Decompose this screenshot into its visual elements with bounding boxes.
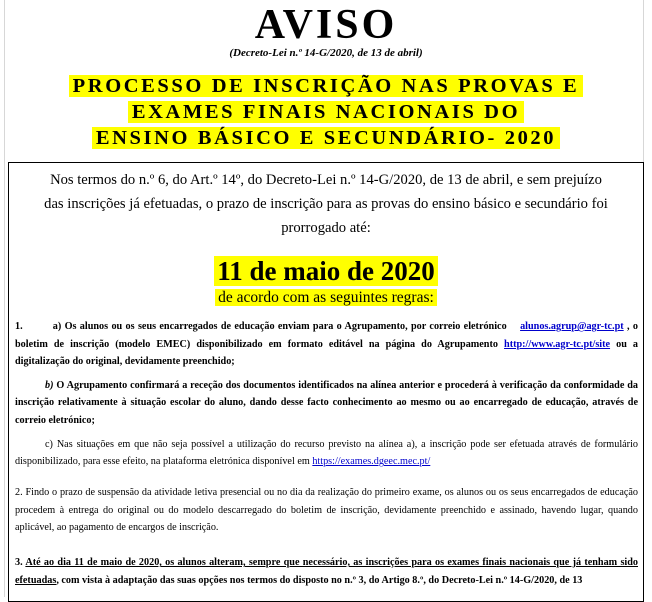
intro-line: prorrogado até: [281,220,371,236]
section-1-number: 1. [15,321,23,332]
section-2 [15,484,638,537]
section-3-underlined: Até ao dia 11 de maio de 2020, os alunos alteram, sempre que necessário, as inscrições para os exames finais nacionais que já tenham sido efetuadas [15,557,638,586]
section-2-text: 2. Findo o prazo de suspensão da atividade letiva presencial ou no dia da realização do primeiro exame, os alunos ou os seus encarregados de educação procedem à entrega do original ou do modelo descarregado do boletim de inscrição, devidamente preenchido e assinado, havendo lugar, quando aplicável, ao pagamento de encargos de inscrição. [15,487,638,534]
section-1-b-label: b) [45,379,54,391]
site-link[interactable]: http://www.agr-tc.pt/site [504,338,611,350]
section-3-number: 3. [15,557,23,568]
section-1-a-text-3: ou a digitalização do original, devidamente preenchido; [15,338,639,368]
section-1-a-text-2: , o boletim de inscrição (modelo EMEC) disponibilizado em formato editável na página do Agrupamento [15,321,639,350]
heading-line-1: PROCESSO DE INSCRIÇÃO NAS PROVAS E [69,75,584,97]
intro-paragraph [0,168,652,240]
section-1-c [15,436,638,471]
section-1-b [15,377,638,430]
decree-subtitle: (Decreto-Lei n.º 14-G/2020, de 13 de abril) [229,47,423,59]
heading-line-3: ENSINO BÁSICO E SECUNDÁRIO- 2020 [92,127,560,149]
intro-line: Nos termos do n.º 6, do Art.º 14º, do Decreto-Lei n.º 14-G/2020, de 13 de abril, e sem prejuízo [50,172,602,188]
section-1-c-text: c) Nas situações em que não seja possível a utilização do recurso previsto na alínea a), a inscrição pode ser efetuada através de formulário disponibilizado, para esse efeito, na plataforma eletrónica disponível em [15,438,638,468]
email-link[interactable]: alunos.agrup@agr-tc.pt [520,321,624,332]
heading-line-2: EXAMES FINAIS NACIONAIS DO [128,101,524,123]
rules-caption [0,288,652,308]
intro-line: das inscrições já efetuadas, o prazo de inscrição para as provas do ensino básico e secundário foi [44,196,608,212]
deadline-text: 11 de maio de 2020 [214,256,438,286]
page-title: AVISO [254,2,398,48]
section-3-rest: , com vista à adaptação das suas opções nos termos do disposto no n.º 3, do Artigo 8.º, do Decreto-Lei n.º 14-G/2020, de 13 [56,574,583,586]
section-1-a-text: a) Os alunos ou os seus encarregados de educação enviam para o Agrupamento, por correio eletrónico [52,321,507,332]
section-1-b-text: O Agrupamento confirmará a receção dos documentos identificados na alínea anterior e procederá à verificação da conformidade da inscrição relativamente à situação escolar do aluno, dando desse facto conhecimento ao mesmo ou ao encarregado de educação, através de correio eletrónico; [15,379,638,426]
section-1 [15,318,638,471]
section-3 [15,554,638,589]
section-1-a [15,318,638,371]
notice-heading [0,73,652,151]
rules-caption-text: de acordo com as seguintes regras: [215,289,437,306]
dgeec-link[interactable]: https://exames.dgeec.mec.pt/ [312,456,431,468]
deadline-date [0,254,652,288]
